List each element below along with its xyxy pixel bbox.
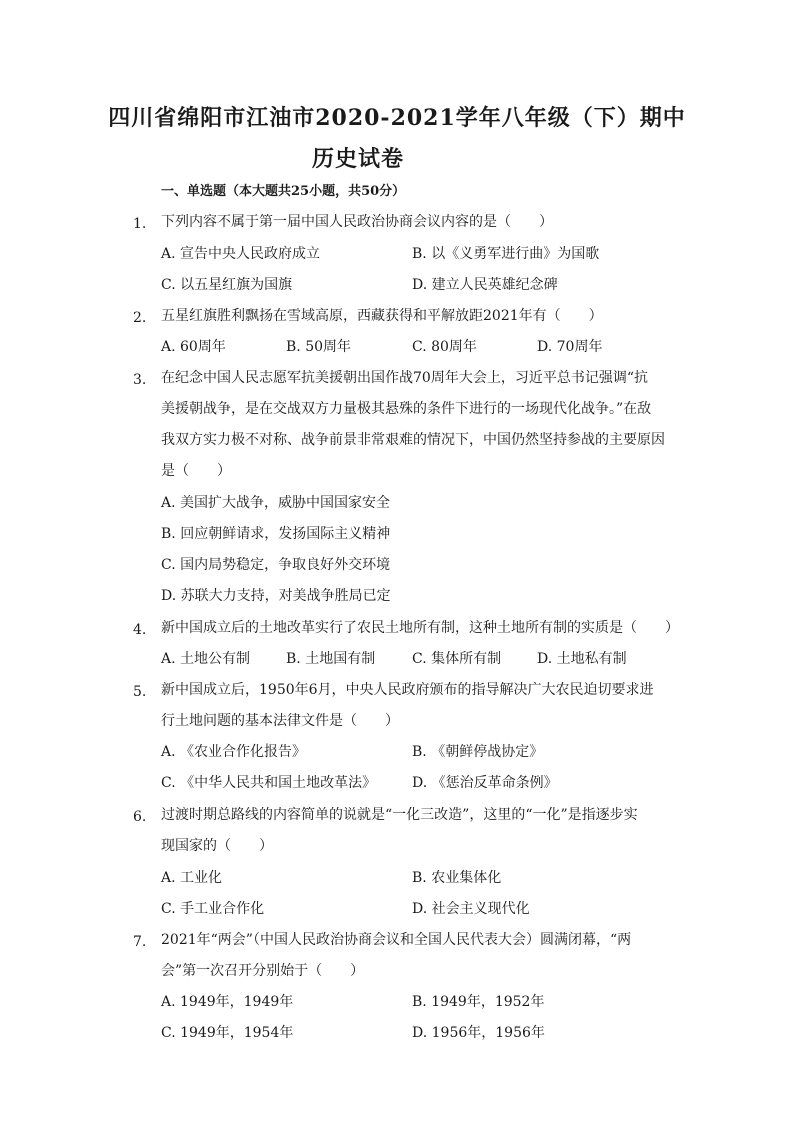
option-b: B. 以《义勇军进行曲》为国歌 (412, 246, 600, 262)
option-a: A. 1949年，1949年 (161, 994, 294, 1010)
option-a: A. 60周年 (161, 339, 226, 355)
option-b: B. 土地国有制 (286, 651, 376, 667)
question-stem: 过渡时期总路线的内容简单的说就是“一化三改造”，这里的“一化”是指逐步实 (161, 807, 638, 823)
question-stem: 2021年“两会”（中国人民政治协商会议和全国人民代表大会）圆满闭幕，“两 (161, 932, 632, 948)
option-d: D. 苏联大力支持，对美战争胜局已定 (161, 588, 391, 604)
option-a: A. 美国扩大战争，威胁中国国家安全 (161, 495, 391, 511)
question-stem: 是（ ） (161, 463, 231, 479)
option-c: C. 集体所有制 (412, 651, 502, 667)
question-stem: 会”第一次召开分别始于（ ） (161, 963, 365, 979)
option-c: C. 1949年，1954年 (161, 1025, 294, 1041)
option-b: B. 1949年，1952年 (412, 994, 545, 1010)
exam-title-line2: 历史试卷 (312, 146, 405, 172)
question-number: 4. (133, 622, 147, 638)
question-stem: 新中国成立后的土地改革实行了农民土地所有制，这种土地所有制的实质是（ ） (161, 620, 679, 636)
question-stem: 美援朝战争，是在交战双方力量极其悬殊的条件下进行的一场现代化战争。”在敌 (161, 401, 652, 417)
question-stem: 行土地问题的基本法律文件是（ ） (161, 713, 399, 729)
option-c: C. 国内局势稳定，争取良好外交环境 (161, 557, 391, 573)
option-a: A. 《农业合作化报告》 (161, 744, 307, 760)
option-c: C. 《中华人民共和国土地改革法》 (161, 775, 377, 791)
exam-title-line1: 四川省绵阳市江油市2020-2021学年八年级（下）期中 (108, 105, 686, 131)
question-stem: 现国家的（ ） (161, 838, 273, 854)
question-number: 1. (133, 216, 147, 232)
option-a: A. 土地公有制 (161, 651, 251, 667)
question-number: 5. (133, 684, 147, 700)
option-d: D. 70周年 (537, 339, 603, 355)
option-c: C. 以五星红旗为国旗 (161, 277, 293, 293)
option-d: D. 土地私有制 (537, 651, 627, 667)
question-number: 7. (133, 934, 147, 950)
option-b: B. 农业集体化 (412, 870, 502, 886)
question-stem: 我双方实力极不对称、战争前景非常艰难的情况下，中国仍然坚持参战的主要原因 (161, 432, 665, 448)
question-stem: 五星红旗胜利飘扬在雪域高原，西藏获得和平解放距2021年有（ ） (161, 308, 603, 324)
question-number: 3. (133, 372, 147, 388)
option-d: D. 社会主义现代化 (412, 901, 530, 917)
section-heading: 一、单选题（本大题共25小题，共50分） (161, 184, 406, 199)
question-number: 6. (133, 809, 147, 825)
question-stem: 新中国成立后，1950年6月，中央人民政府颁布的指导解决广大农民迫切要求进 (161, 682, 654, 698)
option-b: B. 《朝鲜停战协定》 (412, 744, 544, 760)
question-number: 2. (133, 310, 147, 326)
option-c: C. 手工业合作化 (161, 901, 265, 917)
option-d: D. 1956年，1956年 (412, 1025, 545, 1041)
option-c: C. 80周年 (412, 339, 477, 355)
option-a: A. 宣告中央人民政府成立 (161, 246, 321, 262)
option-d: D. 建立人民英雄纪念碑 (412, 277, 558, 293)
question-stem: 下列内容不属于第一届中国人民政治协商会议内容的是（ ） (161, 214, 553, 230)
option-b: B. 50周年 (286, 339, 352, 355)
option-a: A. 工业化 (161, 870, 223, 886)
option-d: D. 《惩治反革命条例》 (412, 775, 558, 791)
option-b: B. 回应朝鲜请求，发扬国际主义精神 (161, 526, 391, 542)
question-stem: 在纪念中国人民志愿军抗美援朝出国作战70周年大会上，习近平总书记强调“抗 (161, 370, 648, 386)
